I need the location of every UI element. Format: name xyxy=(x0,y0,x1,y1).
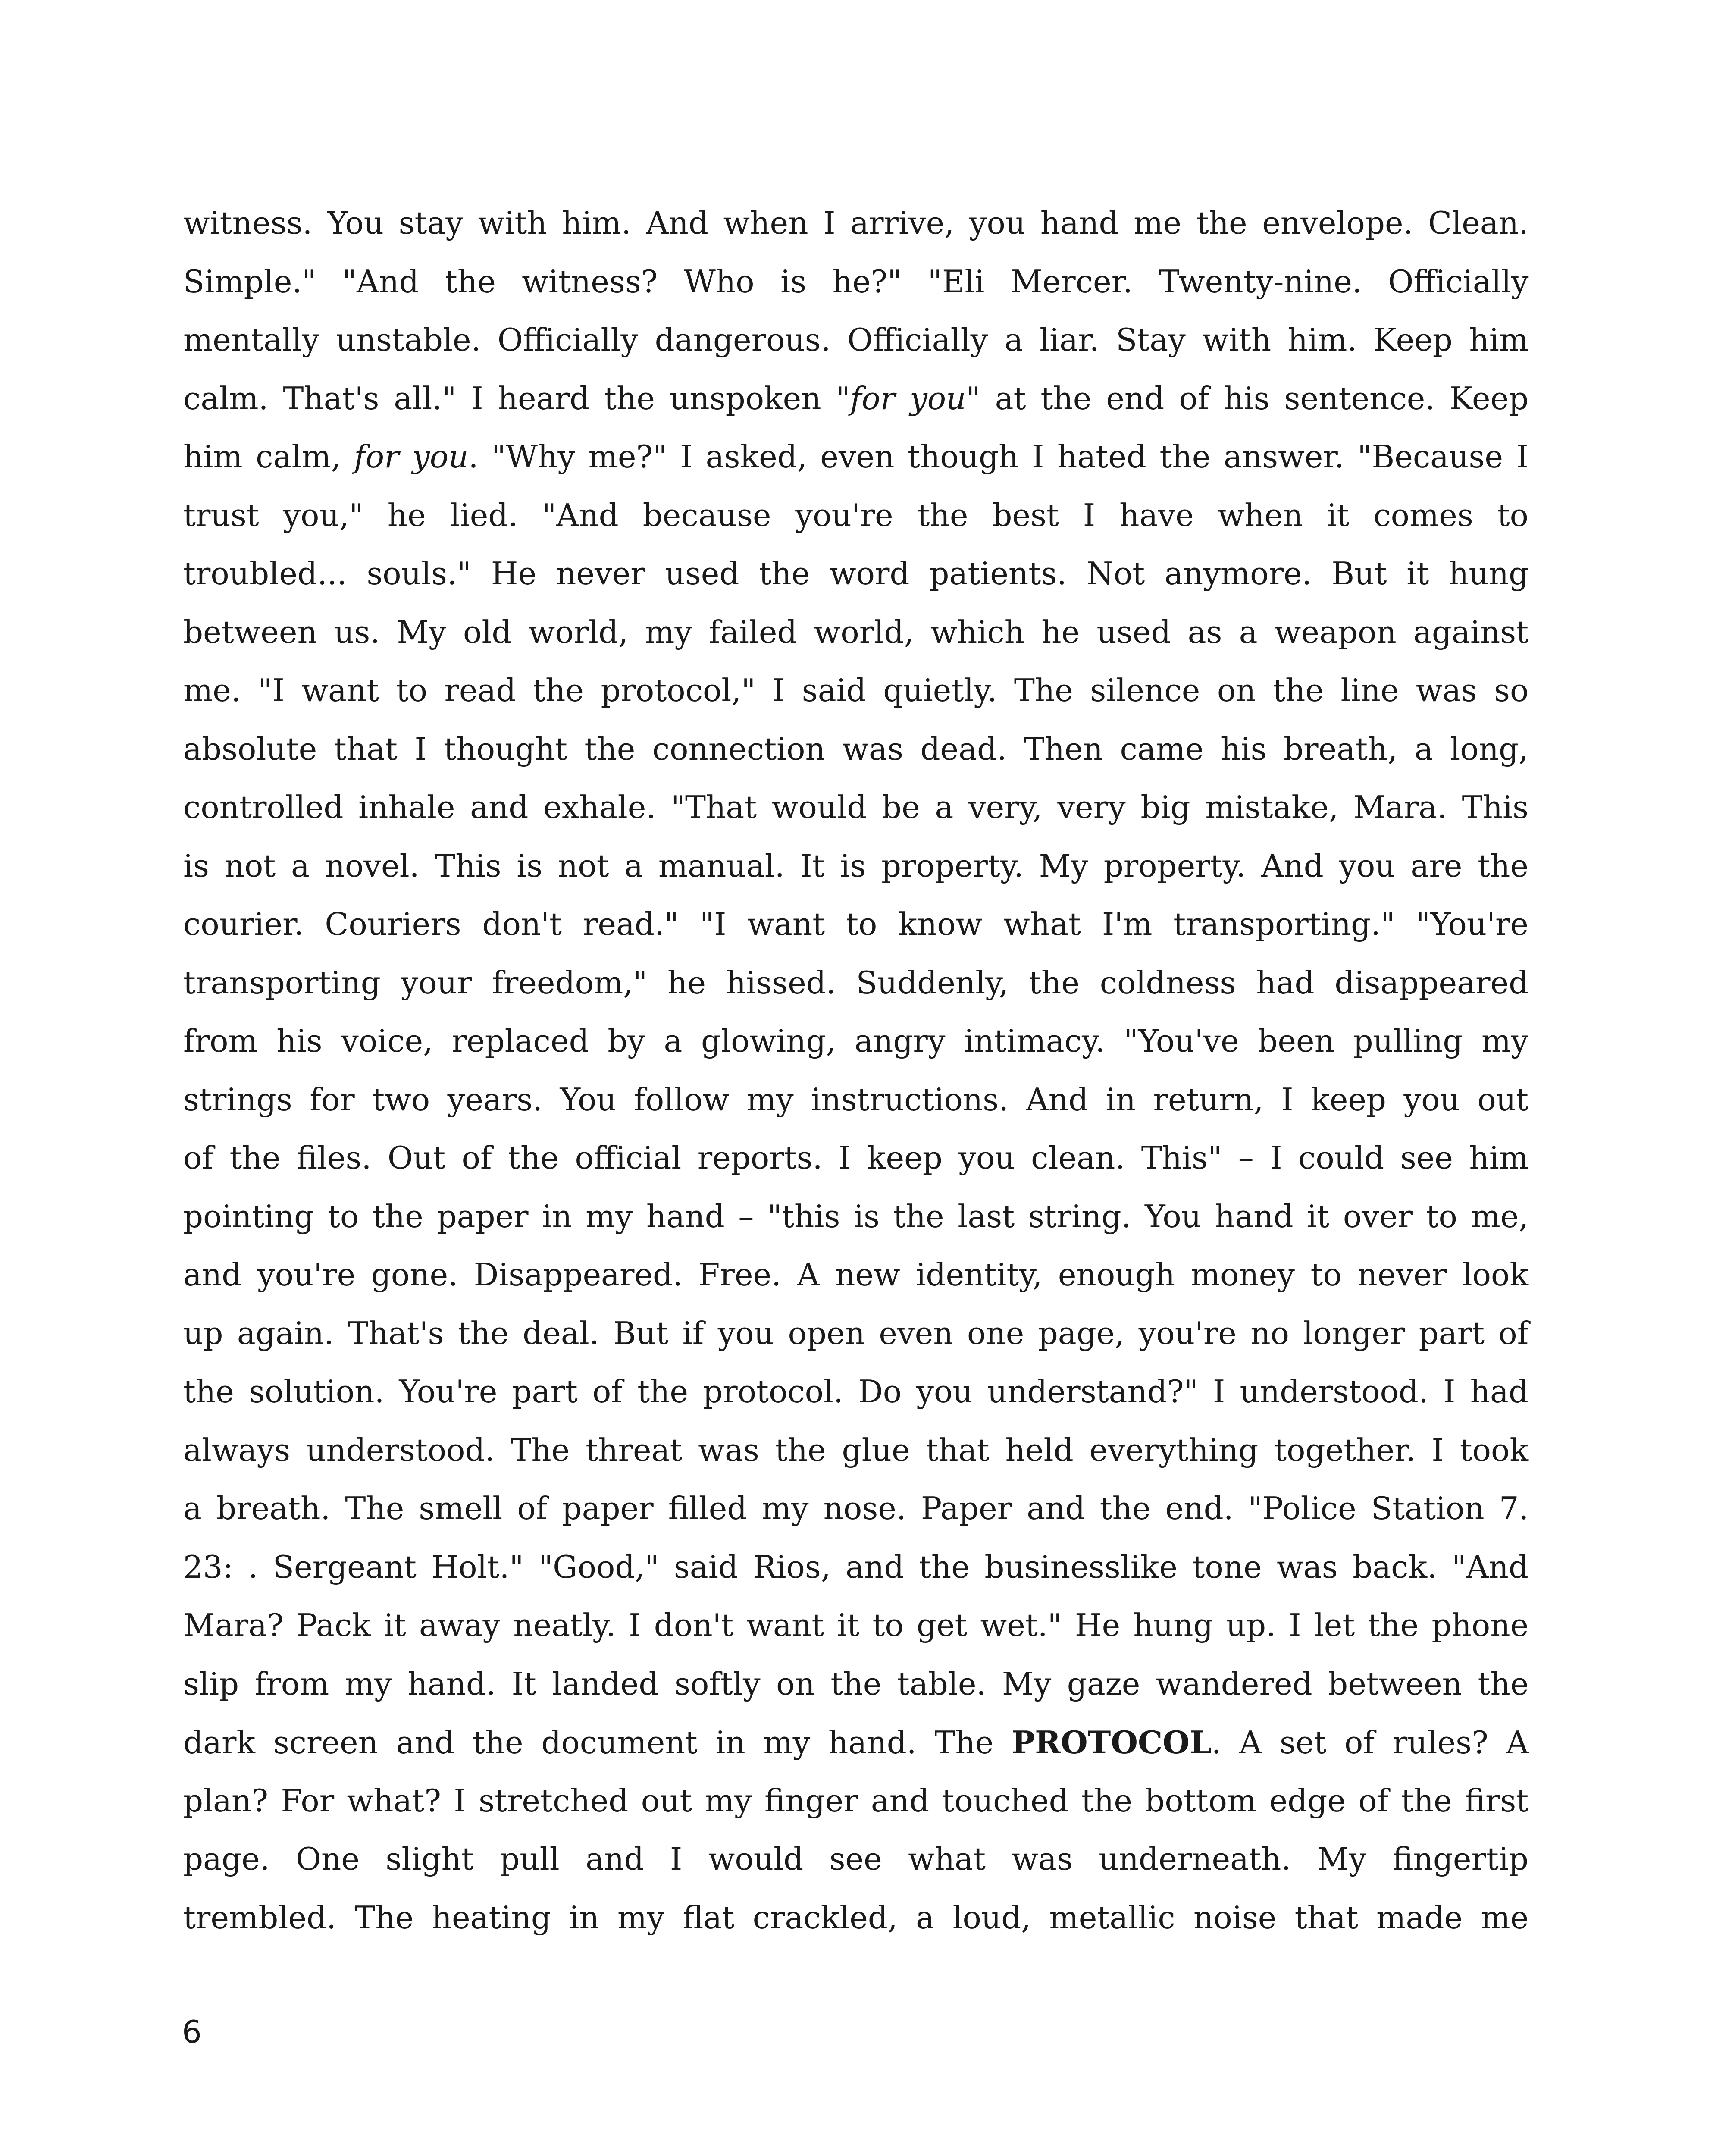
italic-text: "for you xyxy=(836,380,966,417)
text-line: witness. You stay with him. And when I arrive, you hand me the envelope. Clean. xyxy=(183,205,1528,241)
text-line: mentally unstable. Officially dangerous. Officially a liar. Stay with him. Keep him xyxy=(183,322,1528,358)
text-line: controlled inhale and exhale. "That would be a very, very big mistake, Mara. This xyxy=(183,789,1529,825)
text-segment: calm. That's all." I heard the unspoken xyxy=(183,380,836,417)
text-line: of the files. Out of the official reports. I keep you clean. This" – I could see him xyxy=(183,1140,1529,1176)
text-line: trembled. The heating in my flat crackled, a loud, metallic noise that made me xyxy=(183,1899,1529,1936)
text-line: pointing to the paper in my hand – "this is the last string. You hand it over to me, xyxy=(183,1198,1529,1235)
bold-text: PROTOCOL xyxy=(1012,1724,1212,1761)
text-line: always understood. The threat was the glue that held everything together. I took xyxy=(183,1432,1528,1468)
text-line: is not a novel. This is not a manual. It is property. My property. And you are the xyxy=(183,847,1528,884)
text-line: between us. My old world, my failed world, which he used as a weapon against xyxy=(183,614,1529,650)
text-line: troubled... souls." He never used the word patients. Not anymore. But it hung xyxy=(183,555,1529,592)
text-line: me. "I want to read the protocol," I said quietly. The silence on the line was so xyxy=(183,672,1529,708)
text-line: absolute that I thought the connection was dead. Then came his breath, a long, xyxy=(183,730,1528,767)
text-segment: dark screen and the document in my hand. The xyxy=(183,1724,1012,1761)
text-line: slip from my hand. It landed softly on the table. My gaze wandered between the xyxy=(183,1665,1529,1702)
text-line: from his voice, replaced by a glowing, angry intimacy. "You've been pulling my xyxy=(183,1023,1528,1059)
text-line: up again. That's the deal. But if you open even one page, you're no longer part of xyxy=(183,1315,1529,1351)
text-line: Mara? Pack it away neatly. I don't want it to get wet." He hung up. I let the phone xyxy=(183,1607,1529,1643)
text-line: 23: . Sergeant Holt." "Good," said Rios, and the businesslike tone was back. "And xyxy=(183,1548,1528,1585)
text-line: strings for two years. You follow my instructions. And in return, I keep you out xyxy=(183,1081,1529,1118)
text-line xyxy=(183,1713,1528,1772)
text-line: trust you," he lied. "And because you're the best I have when it comes to xyxy=(183,497,1528,533)
text-line: page. One slight pull and I would see what was underneath. My fingertip xyxy=(183,1841,1528,1877)
text-line xyxy=(183,370,1528,428)
text-line xyxy=(183,428,1528,486)
text-line: transporting your freedom," he hissed. Suddenly, the coldness had disappeared xyxy=(183,964,1529,1001)
body-text xyxy=(183,194,1528,1947)
italic-text: for you xyxy=(354,439,469,475)
text-line: Simple." "And the witness? Who is he?" "Eli Mercer. Twenty-nine. Officially xyxy=(183,263,1529,300)
text-line: a breath. The smell of paper filled my nose. Paper and the end. "Police Station 7. xyxy=(183,1490,1529,1526)
text-line: and you're gone. Disappeared. Free. A new identity, enough money to never look xyxy=(183,1257,1528,1293)
text-line: plan? For what? I stretched out my finger and touched the bottom edge of the first xyxy=(183,1782,1529,1819)
text-segment: . A set of rules? A xyxy=(1211,1724,1529,1761)
text-line: the solution. You're part of the protocol. Do you understand?" I understood. I had xyxy=(183,1373,1528,1410)
text-segment: . "Why me?" I asked, even though I hated the answer. "Because I xyxy=(468,439,1528,475)
text-segment: him calm, xyxy=(183,439,354,475)
text-segment: " at the end of his sentence. Keep xyxy=(966,380,1529,417)
page-number: 6 xyxy=(182,2014,202,2050)
text-line: courier. Couriers don't read." "I want to know what I'm transporting." "You're xyxy=(183,906,1528,942)
